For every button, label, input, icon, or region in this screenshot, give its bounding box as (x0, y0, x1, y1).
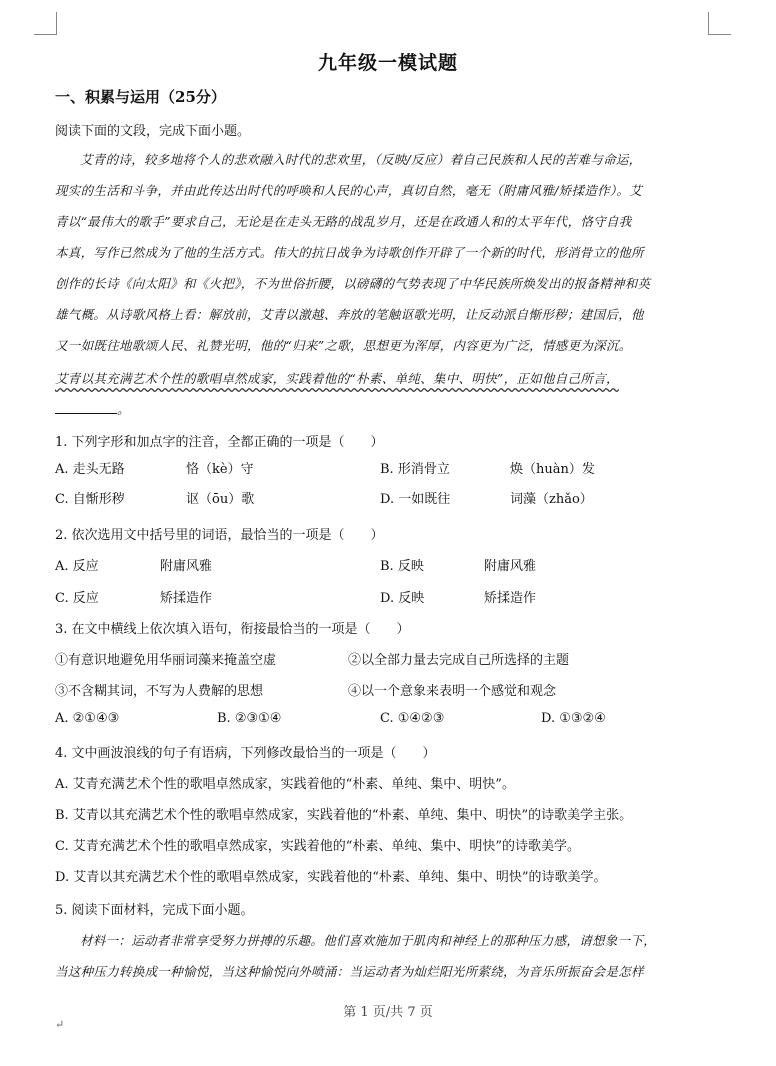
q1-option-c-pinyin: 讴（ōu）歌 (186, 492, 255, 507)
q4-option-d[interactable]: D. 艾青以其充满艺术个性的歌唱卓然成家，实践着他的“朴素、单纯、集中、明快”的诗歌美学。 (55, 870, 607, 885)
paragraph-mark: ↵ (55, 1018, 65, 1031)
question-4-stem: 4. 文中画波浪线的句子有语病，下列修改最恰当的一项是（ ） (55, 746, 436, 761)
q3-option-d[interactable]: D. ①③②④ (541, 711, 606, 726)
question-3-stem: 3. 在文中横线上依次填入语句，衔接最恰当的一项是（ ） (55, 622, 410, 637)
passage-line: 又一如既往地歌颂人民、礼赞光明，他的“归来”之歌，思想更为浑厚，内容更为广泛，情感更为深沉。 (55, 338, 632, 353)
q1-option-c-word[interactable]: C. 自惭形秽 (55, 492, 125, 507)
q1-option-a-pinyin: 恪（kè）守 (186, 462, 254, 477)
fill-blank-line (55, 400, 715, 418)
answer-blank[interactable] (55, 401, 117, 414)
material-line: 材料一：运动者非常享受努力拼搏的乐趣。他们喜欢施加于肌肉和神经上的那种压力感，请想象一下， (80, 933, 657, 948)
wavy-underlined-sentence: 艾青以其充满艺术个性的歌唱卓然成家，实践着他的“朴素、单纯、集中、明快”，正如他自己所言， (55, 371, 619, 386)
q3-option-a[interactable]: A. ②①④③ (55, 711, 120, 726)
question-5-stem: 5. 阅读下面材料，完成下面小题。 (55, 903, 254, 918)
q2-option-a-word2: 附庸风雅 (160, 559, 213, 574)
wavy-sentence-line (55, 369, 715, 387)
q2-option-d-word1[interactable]: D. 反映 (380, 591, 425, 606)
passage-line: 雄气概。从诗歌风格上看：解放前，艾青以激越、奔放的笔触讴歌光明，让反动派自惭形秽；建国后，他 (55, 307, 644, 322)
passage-line: 青以“最伟大的歌手”要求自己，无论是在走头无路的战乱岁月，还是在政通人和的太平年代，恪守自我 (55, 214, 632, 229)
q1-option-d-word[interactable]: D. 一如既往 (380, 492, 451, 507)
q3-statement-4: ④以一个意象来表明一个感觉和观念 (348, 684, 557, 699)
passage-line: 现实的生活和斗争，并由此传达出时代的呼唤和人民的心声，真切自然，毫无（附庸风雅/矫揉造作）。艾 (55, 183, 643, 198)
q1-option-d-pinyin: 词藻（zhǎo） (510, 492, 593, 507)
crop-mark-top-right (708, 12, 731, 35)
q3-option-c[interactable]: C. ①④②③ (380, 711, 445, 726)
document-title: 九年级一模试题 (317, 52, 458, 74)
question-1-stem: 1. 下列字形和加点字的注音，全都正确的一项是（ ） (55, 435, 384, 450)
q3-statement-1: ①有意识地避免用华丽词藻来掩盖空虚 (55, 653, 277, 668)
q2-option-c-word2: 矫揉造作 (160, 591, 213, 606)
q4-option-b[interactable]: B. 艾青以其充满艺术个性的歌唱卓然成家，实践着他的“朴素、单纯、集中、明快”的诗歌美学主张。 (55, 808, 633, 823)
q1-option-a-word[interactable]: A. 走头无路 (55, 462, 125, 477)
q4-option-c[interactable]: C. 艾青充满艺术个性的歌唱卓然成家，实践着他的“朴素、单纯、集中、明快”的诗歌美学。 (55, 839, 581, 854)
q3-option-b[interactable]: B. ②③①④ (217, 711, 282, 726)
q4-option-a[interactable]: A. 艾青充满艺术个性的歌唱卓然成家，实践着他的“朴素、单纯、集中、明快”。 (55, 777, 515, 792)
q2-option-b-word1[interactable]: B. 反映 (380, 559, 424, 574)
q2-option-d-word2: 矫揉造作 (484, 591, 537, 606)
passage-line: 艾青的诗，较多地将个人的悲欢融入时代的悲欢里，（反映/反应）着自己民族和人民的苦难与命运， (80, 152, 642, 167)
q1-option-b-word[interactable]: B. 形消骨立 (380, 462, 450, 477)
q3-statement-3: ③不含糊其词，不写为人费解的思想 (55, 684, 264, 699)
q3-statement-2: ②以全部力量去完成自己所选择的主题 (348, 653, 570, 668)
blank-period: 。 (117, 402, 130, 417)
q2-option-b-word2: 附庸风雅 (484, 559, 537, 574)
q2-option-a-word1[interactable]: A. 反应 (55, 559, 99, 574)
crop-mark-top-left (34, 12, 57, 35)
question-2-stem: 2. 依次选用文中括号里的词语，最恰当的一项是（ ） (55, 528, 384, 543)
q2-option-c-word1[interactable]: C. 反应 (55, 591, 99, 606)
material-line: 当这种压力转换成一种愉悦，当这种愉悦向外喷涌：当运动者为灿烂阳光所萦绕，为音乐所振奋会是怎样 (55, 964, 644, 979)
passage-line: 本真，写作已然成为了他的生活方式。伟大的抗日战争为诗歌创作开辟了一个新的时代，形消骨立的他所 (55, 245, 644, 260)
section-heading: 一、积累与运用（25分） (55, 88, 226, 106)
q1-option-b-pinyin: 焕（huàn）发 (510, 462, 595, 477)
page-footer: 第 1 页/共 7 页 (343, 1005, 433, 1020)
passage-line: 创作的长诗《向太阳》和《火把》，不为世俗折腰，以磅礴的气势表现了中华民族所焕发出的报备精神和英 (55, 276, 651, 291)
reading-intro: 阅读下面的文段，完成下面小题。 (55, 124, 251, 139)
